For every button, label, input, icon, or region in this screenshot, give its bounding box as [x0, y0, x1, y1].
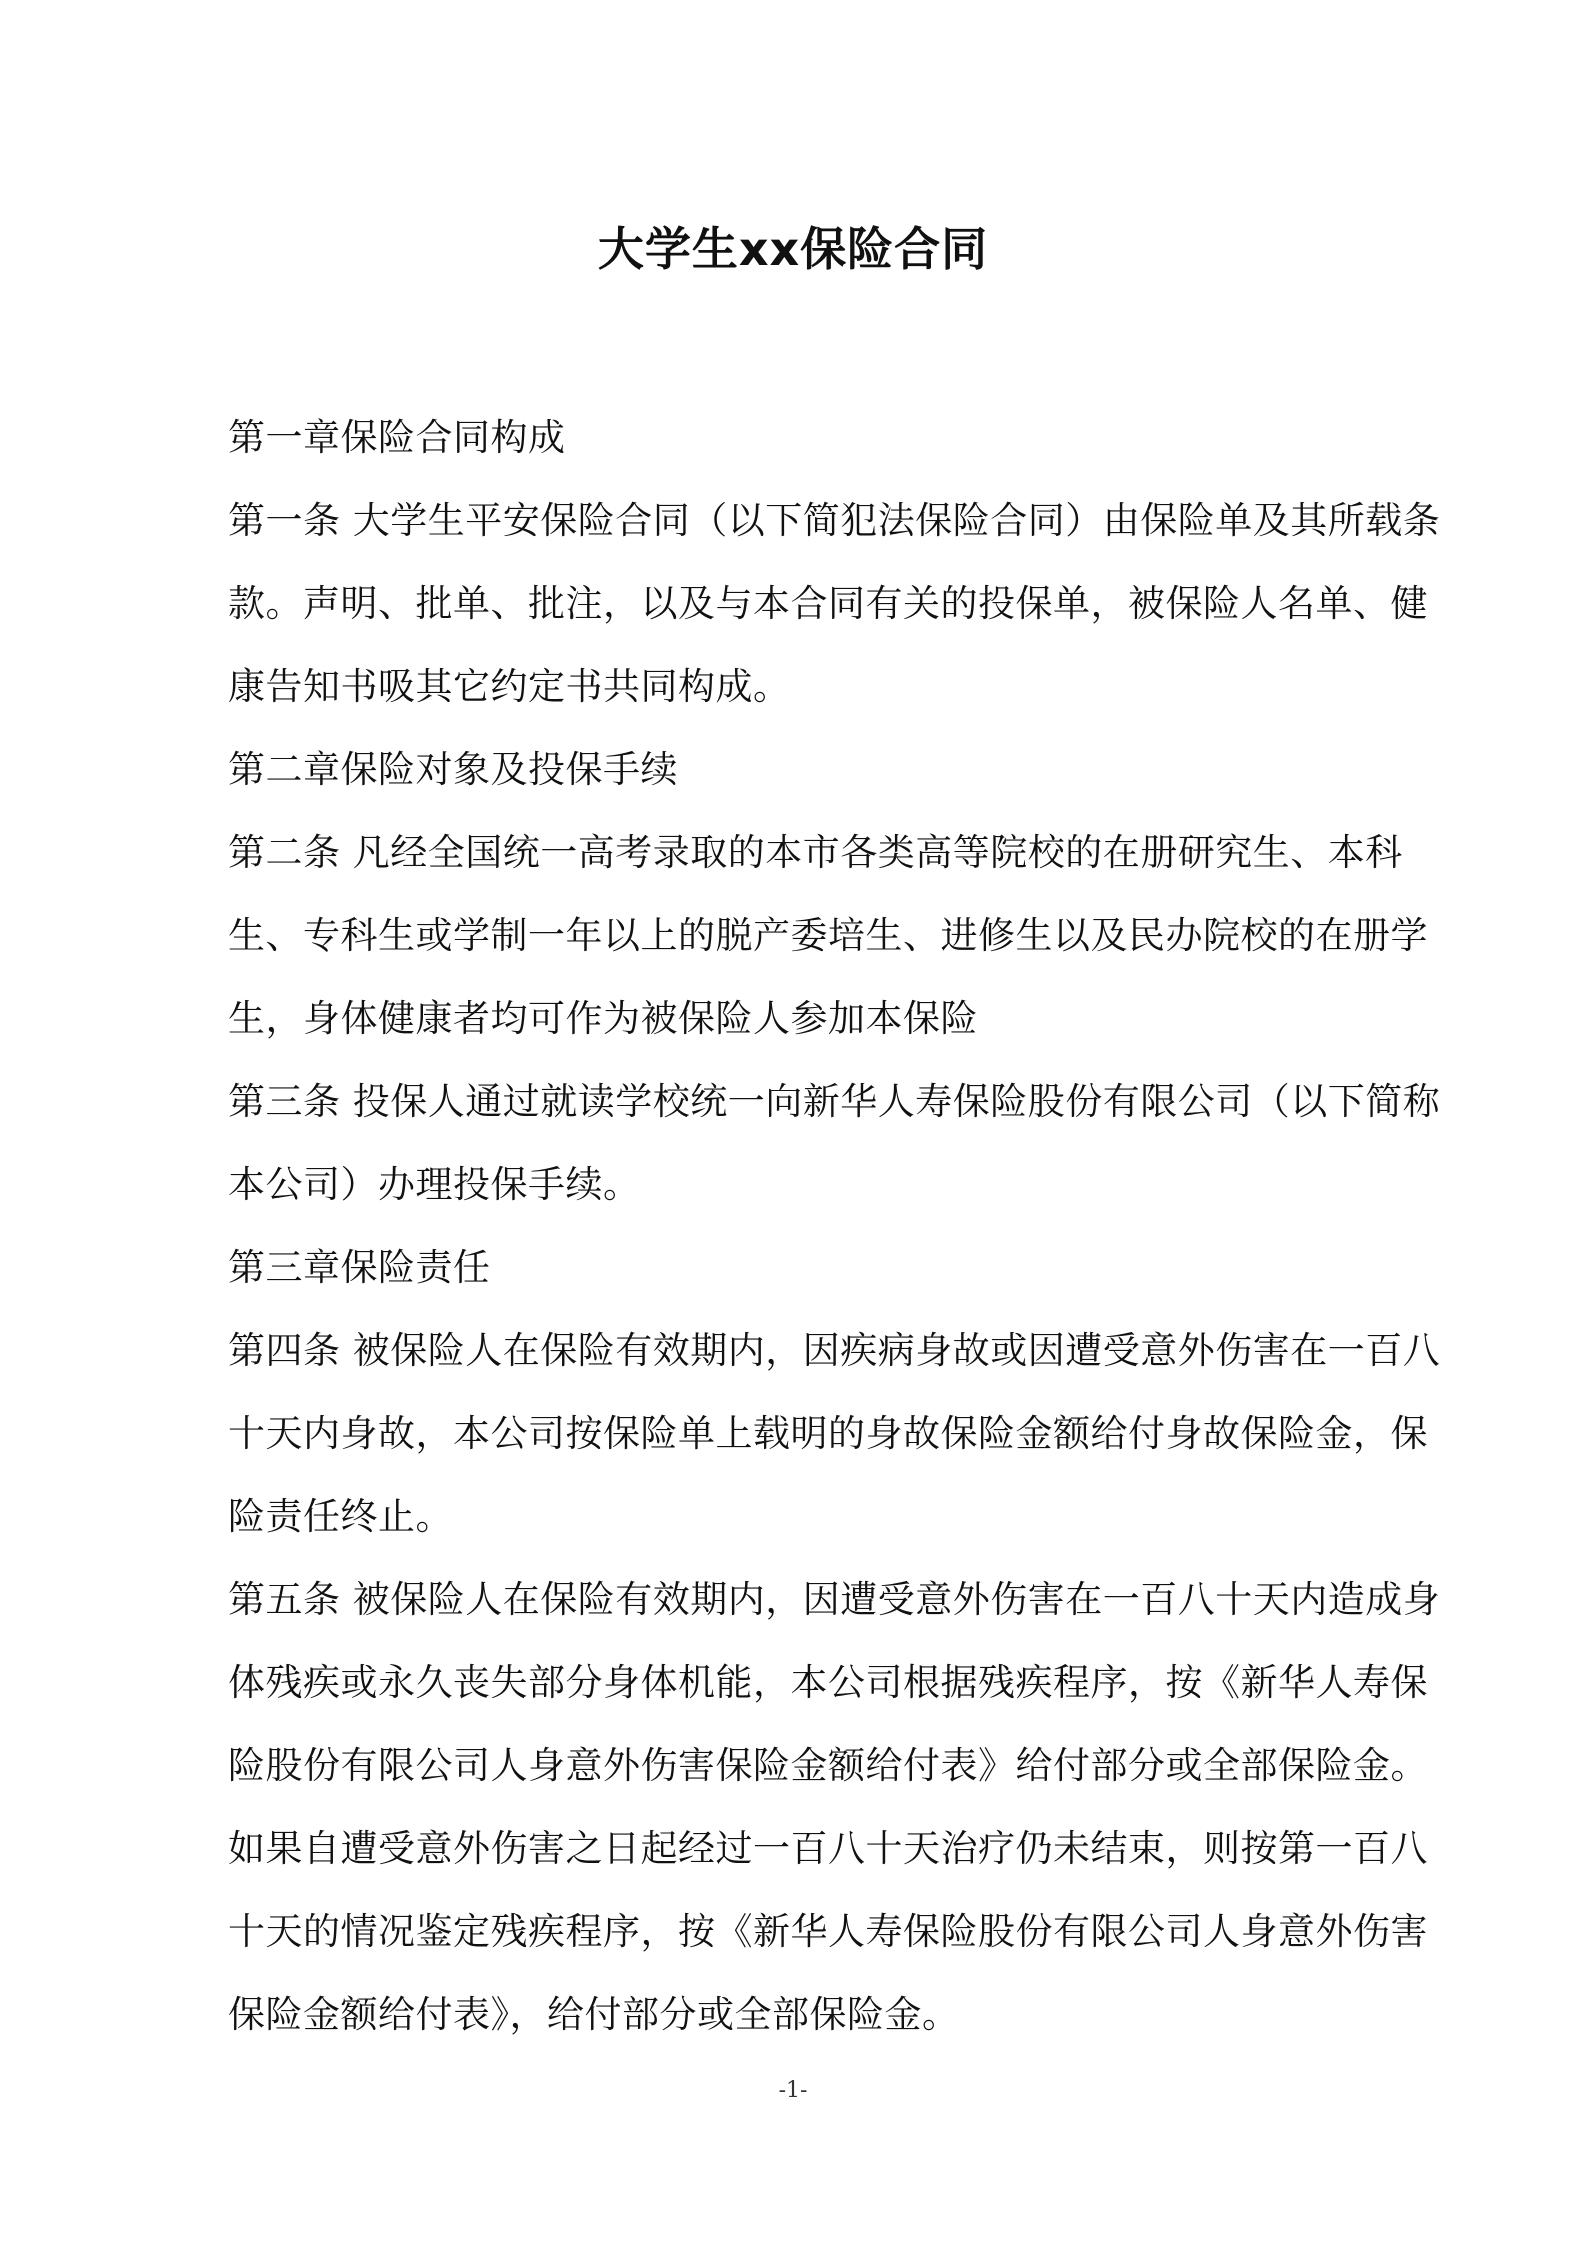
paragraph-line: 十天内身故，本公司按保险单上载明的身故保险金额给付身故保险金，保 [228, 1412, 1428, 1455]
paragraph-line: 保险金额给付表》，给付部分或全部保险金。 [228, 1993, 960, 2036]
paragraph-line: 第二条 凡经全国统一高考录取的本市各类高等院校的在册研究生、本科 [228, 831, 1403, 874]
document-body [228, 396, 1440, 2056]
paragraph-line: 生，身体健康者均可作为被保险人参加本保险 [228, 997, 978, 1040]
paragraph-line: 本公司）办理投保手续。 [228, 1163, 641, 1206]
chapter-heading: 第二章保险对象及投保手续 [228, 748, 678, 791]
paragraph-line: 康告知书吸其它约定书共同构成。 [228, 665, 791, 708]
paragraph-line: 第四条 被保险人在保险有效期内，因疾病身故或因遭受意外伤害在一百八 [228, 1329, 1441, 1372]
chapter-heading: 第一章保险合同构成 [228, 416, 566, 459]
paragraph-line: 第五条 被保险人在保险有效期内，因遭受意外伤害在一百八十天内造成身 [228, 1578, 1441, 1621]
paragraph-line: 第一条 大学生平安保险合同（以下简犯法保险合同）由保险单及其所载条 [228, 499, 1441, 542]
paragraph-line: 第三条 投保人通过就读学校统一向新华人寿保险股份有限公司（以下简称 [228, 1080, 1441, 1123]
paragraph-line: 险责任终止。 [228, 1495, 453, 1538]
page-number: -1- [778, 2078, 808, 2103]
chapter-heading: 第三章保险责任 [228, 1246, 491, 1289]
paragraph-line: 十天的情况鉴定残疾程序，按《新华人寿保险股份有限公司人身意外伤害 [228, 1910, 1428, 1953]
paragraph-line: 险股份有限公司人身意外伤害保险金额给付表》给付部分或全部保险金。 [228, 1744, 1428, 1787]
paragraph-line: 如果自遭受意外伤害之日起经过一百八十天治疗仍未结束，则按第一百八 [228, 1827, 1428, 1870]
document-title: 大学生xx保险合同 [597, 222, 989, 276]
paragraph-line: 体残疾或永久丧失部分身体机能，本公司根据残疾程序，按《新华人寿保 [228, 1661, 1428, 1704]
paragraph-line: 生、专科生或学制一年以上的脱产委培生、进修生以及民办院校的在册学 [228, 914, 1428, 957]
paragraph-line: 款。声明、批单、批注，以及与本合同有关的投保单，被保险人名单、健 [228, 582, 1428, 625]
